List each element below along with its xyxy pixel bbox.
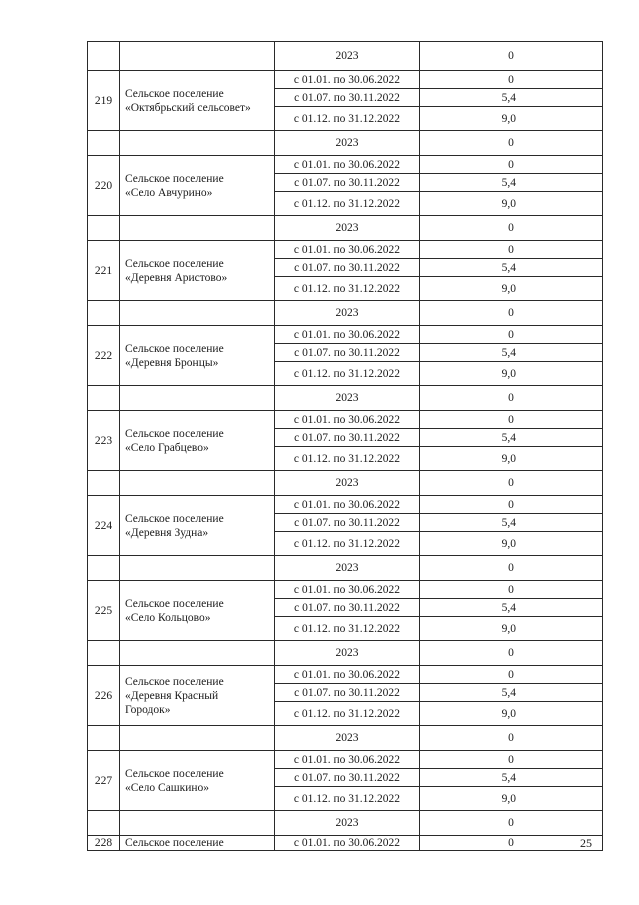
table-row [88,411,603,429]
row-number [88,131,120,156]
row-number [88,301,120,326]
row-number [88,556,120,581]
period-cell: с 01.01. по 30.06.2022 [275,496,420,514]
value-cell: 0 [420,411,603,429]
table-row [88,751,603,769]
period-cell: с 01.07. по 30.11.2022 [275,174,420,192]
table-row [88,811,603,836]
value-cell: 0 [420,131,603,156]
period-cell: с 01.07. по 30.11.2022 [275,769,420,787]
value-cell: 0 [420,216,603,241]
settlement-name-line: Городок» [125,703,171,716]
settlement-name [120,71,275,131]
settlement-name [120,42,275,71]
row-number [88,386,120,411]
period-cell: с 01.07. по 30.11.2022 [275,259,420,277]
table-row [88,241,603,259]
period-cell: 2023 [275,301,420,326]
settlement-name-line: Сельское поселение [125,767,224,780]
value-cell: 0 [420,836,603,851]
value-cell: 0 [420,556,603,581]
settlement-name [120,301,275,326]
settlement-name [120,386,275,411]
period-cell: с 01.12. по 31.12.2022 [275,362,420,386]
period-cell: с 01.01. по 30.06.2022 [275,71,420,89]
value-cell: 0 [420,726,603,751]
row-number: 222 [88,326,120,386]
table-row [88,581,603,599]
period-cell: с 01.07. по 30.11.2022 [275,514,420,532]
value-cell: 5,4 [420,429,603,447]
value-cell: 0 [420,811,603,836]
table-row [88,471,603,496]
row-number [88,726,120,751]
table-row [88,556,603,581]
value-cell: 5,4 [420,259,603,277]
period-cell: 2023 [275,726,420,751]
value-cell: 5,4 [420,599,603,617]
settlement-name [120,411,275,471]
settlement-name [120,751,275,811]
value-cell: 0 [420,71,603,89]
period-cell: с 01.12. по 31.12.2022 [275,107,420,131]
settlement-name [120,216,275,241]
value-cell: 9,0 [420,192,603,216]
settlement-name [120,326,275,386]
table-row [88,71,603,89]
period-cell: 2023 [275,811,420,836]
settlement-name-line: Сельское поселение [125,87,224,100]
period-cell: с 01.01. по 30.06.2022 [275,751,420,769]
value-cell: 9,0 [420,277,603,301]
value-cell: 9,0 [420,702,603,726]
period-cell: с 01.12. по 31.12.2022 [275,277,420,301]
period-cell: с 01.01. по 30.06.2022 [275,241,420,259]
value-cell: 5,4 [420,344,603,362]
settlement-name [120,241,275,301]
row-number: 219 [88,71,120,131]
table-row [88,326,603,344]
value-cell: 9,0 [420,447,603,471]
table-row [88,836,603,851]
period-cell: с 01.01. по 30.06.2022 [275,581,420,599]
row-number: 227 [88,751,120,811]
settlement-name-line: «Село Грабцево» [125,441,209,454]
settlement-name-line: Сельское поселение [125,597,224,610]
settlement-name-line: Сельское поселение [125,675,224,688]
settlement-name [120,666,275,726]
table-row [88,131,603,156]
settlement-name [120,556,275,581]
table-row [88,666,603,684]
tariff-table [87,41,603,851]
row-number [88,42,120,71]
value-cell: 0 [420,42,603,71]
period-cell: с 01.07. по 30.11.2022 [275,344,420,362]
settlement-name-line: Сельское поселение [125,512,224,525]
value-cell: 5,4 [420,174,603,192]
row-number: 220 [88,156,120,216]
table-row [88,641,603,666]
settlement-name [120,641,275,666]
settlement-name [120,581,275,641]
period-cell: 2023 [275,386,420,411]
period-cell: с 01.12. по 31.12.2022 [275,617,420,641]
value-cell: 0 [420,666,603,684]
row-number: 224 [88,496,120,556]
settlement-name-line: «Село Сашкино» [125,781,210,794]
value-cell: 9,0 [420,362,603,386]
period-cell: 2023 [275,471,420,496]
settlement-name-line: «Село Авчурино» [125,186,213,199]
settlement-name [120,811,275,836]
period-cell: с 01.07. по 30.11.2022 [275,684,420,702]
period-cell: с 01.12. по 31.12.2022 [275,192,420,216]
page-number: 25 [580,836,592,850]
period-cell: 2023 [275,131,420,156]
period-cell: с 01.01. по 30.06.2022 [275,836,420,851]
settlement-name-line: Сельское поселение [125,257,224,270]
period-cell: с 01.07. по 30.11.2022 [275,429,420,447]
value-cell: 0 [420,641,603,666]
row-number [88,641,120,666]
value-cell: 0 [420,581,603,599]
value-cell: 5,4 [420,684,603,702]
settlement-name [120,156,275,216]
period-cell: с 01.01. по 30.06.2022 [275,666,420,684]
settlement-name [120,471,275,496]
value-cell: 5,4 [420,89,603,107]
value-cell: 9,0 [420,532,603,556]
table-row [88,156,603,174]
value-cell: 0 [420,496,603,514]
table-row [88,301,603,326]
value-cell: 0 [420,751,603,769]
table-row [88,42,603,71]
settlement-name-line: «Деревня Зудна» [125,526,209,539]
period-cell: 2023 [275,216,420,241]
settlement-name [120,726,275,751]
settlement-name: Сельское поселение [120,836,275,851]
settlement-name-line: «Деревня Красный [125,689,219,702]
value-cell: 9,0 [420,787,603,811]
row-number: 223 [88,411,120,471]
period-cell: 2023 [275,556,420,581]
table-row [88,496,603,514]
table-row [88,216,603,241]
row-number: 221 [88,241,120,301]
value-cell: 9,0 [420,617,603,641]
row-number: 226 [88,666,120,726]
value-cell: 0 [420,156,603,174]
settlement-name-line: Сельское поселение [125,172,224,185]
settlement-name-line: Сельское поселение [125,427,224,440]
period-cell: с 01.07. по 30.11.2022 [275,89,420,107]
value-cell: 0 [420,471,603,496]
settlement-name-line: «Село Кольцово» [125,611,211,624]
period-cell: с 01.12. по 31.12.2022 [275,532,420,556]
value-cell: 0 [420,326,603,344]
settlement-name-line: «Деревня Аристово» [125,271,228,284]
period-cell: с 01.01. по 30.06.2022 [275,326,420,344]
period-cell: 2023 [275,641,420,666]
value-cell: 9,0 [420,107,603,131]
period-cell: 2023 [275,42,420,71]
settlement-name [120,131,275,156]
value-cell: 0 [420,386,603,411]
tariff-table-body [88,42,603,851]
row-number: 228 [88,836,120,851]
table-row [88,726,603,751]
row-number: 225 [88,581,120,641]
period-cell: с 01.12. по 31.12.2022 [275,447,420,471]
period-cell: с 01.12. по 31.12.2022 [275,702,420,726]
value-cell: 5,4 [420,769,603,787]
settlement-name-line: «Деревня Бронцы» [125,356,219,369]
settlement-name-line: Сельское поселение [125,342,224,355]
period-cell: с 01.01. по 30.06.2022 [275,411,420,429]
settlement-name [120,496,275,556]
value-cell: 0 [420,241,603,259]
period-cell: с 01.01. по 30.06.2022 [275,156,420,174]
value-cell: 0 [420,301,603,326]
settlement-name-line: «Октябрьский сельсовет» [125,101,251,114]
table-row [88,386,603,411]
period-cell: с 01.12. по 31.12.2022 [275,787,420,811]
period-cell: с 01.07. по 30.11.2022 [275,599,420,617]
row-number [88,471,120,496]
row-number [88,216,120,241]
row-number [88,811,120,836]
value-cell: 5,4 [420,514,603,532]
